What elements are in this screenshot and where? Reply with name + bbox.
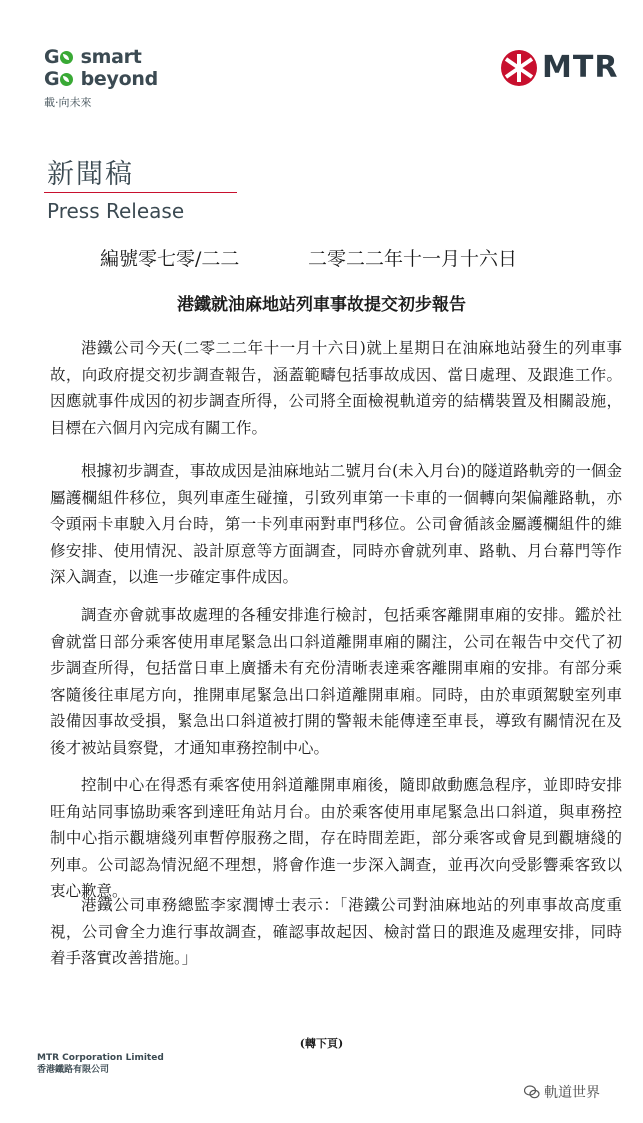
title-divider: [44, 192, 237, 193]
mtr-wordmark: MTR: [542, 50, 619, 85]
watermark: [524, 1082, 600, 1102]
wechat-icon: [524, 1084, 540, 1100]
release-date: 二零二二年十一月十六日: [308, 248, 518, 270]
mtr-symbol-icon: [500, 49, 538, 87]
company-name-en: MTR Corporation Limited: [37, 1053, 164, 1063]
body-paragraph: 港鐵公司車務總監李家潤博士表示：「港鐵公司對油麻地站的列車事故高度重視，公司會全力進行事故調查，確認事故起因、檢討當日的跟進及處理安排，同時着手落實改善措施。」: [50, 896, 622, 967]
body-paragraph: 調查亦會就事故處理的各種安排進行檢討，包括乘客離開車廂的安排。鑑於社會就當日部分乘客使用車尾緊急出口斜道離開車廂的關注，公司在報告中交代了初步調查所得，包括當日車上廣播未有充份清晰表達乘客離開車廂的安排。有部分乘客隨後往車尾方向，推開車尾緊急出口斜道離開車廂。同時，由於車頭駕駛室列車設備因事故受損，緊急出口斜道被打開的警報未能傳達至車長，導致有關情況在及後才被站員察覺，才通知車務控制中心。: [50, 606, 622, 757]
press-release-title-en: Press Release: [47, 199, 185, 223]
body-paragraph: 控制中心在得悉有乘客使用斜道離開車廂後，隨即啟動應急程序，並即時安排旺角站同事協助乘客到達旺角站月台。由於乘客使用車尾緊急出口斜道，與車務控制中心指示觀塘綫列車暫停服務之間，存在時間差距，部分乘客或會見到觀塘綫的列車。公司認為情況絕不理想，將會作進一步深入調查，並再次向受影響乘客致以衷心歉意。: [50, 776, 622, 900]
footer-company: [37, 1052, 164, 1076]
slogan-line-1: G smart: [44, 46, 142, 68]
body-paragraph: 根據初步調查，事故成因是油麻地站二號月台(未入月台)的隧道路軌旁的一個金屬護欄組件移位，與列車產生碰撞，引致列車第一卡車的一個轉向架偏離路軌，亦令頭兩卡車駛入月台時，第一卡列車兩對車門移位。公司會循該金屬護欄組件的維修安排、使用情況、設計原意等方面調查，同時亦會就列車、路軌、月台幕門等作深入調查，以進一步確定事件成因。: [50, 462, 622, 586]
leaf-icon: [60, 73, 73, 86]
continued-marker: (轉下頁): [299, 1037, 344, 1050]
watermark-text: 軌道世界: [544, 1085, 600, 1101]
mtr-logo: [500, 48, 643, 88]
slogan-subtitle: 載·向未來: [44, 96, 92, 109]
go-smart-go-beyond-logo: [44, 46, 204, 110]
company-name-zh: 香港鐵路有限公司: [37, 1065, 110, 1075]
press-release-title-zh: 新聞稿: [47, 159, 134, 190]
body-paragraph: 港鐵公司今天(二零二二年十一月十六日)就上星期日在油麻地站發生的列車事故，向政府提交初步調查報告，涵蓋範疇包括事故成因、當日處理、及跟進工作。因應就事件成因的初步調查所得，公司將全面檢視軌道旁的結構裝置及相關設施，目標在六個月內完成有關工作。: [50, 339, 622, 437]
reference-number: 編號零七零/二二: [100, 248, 240, 270]
headline: 港鐵就油麻地站列車事故提交初步報告: [177, 295, 466, 315]
slogan-line-2: G beyond: [44, 68, 158, 90]
leaf-icon: [60, 51, 73, 64]
